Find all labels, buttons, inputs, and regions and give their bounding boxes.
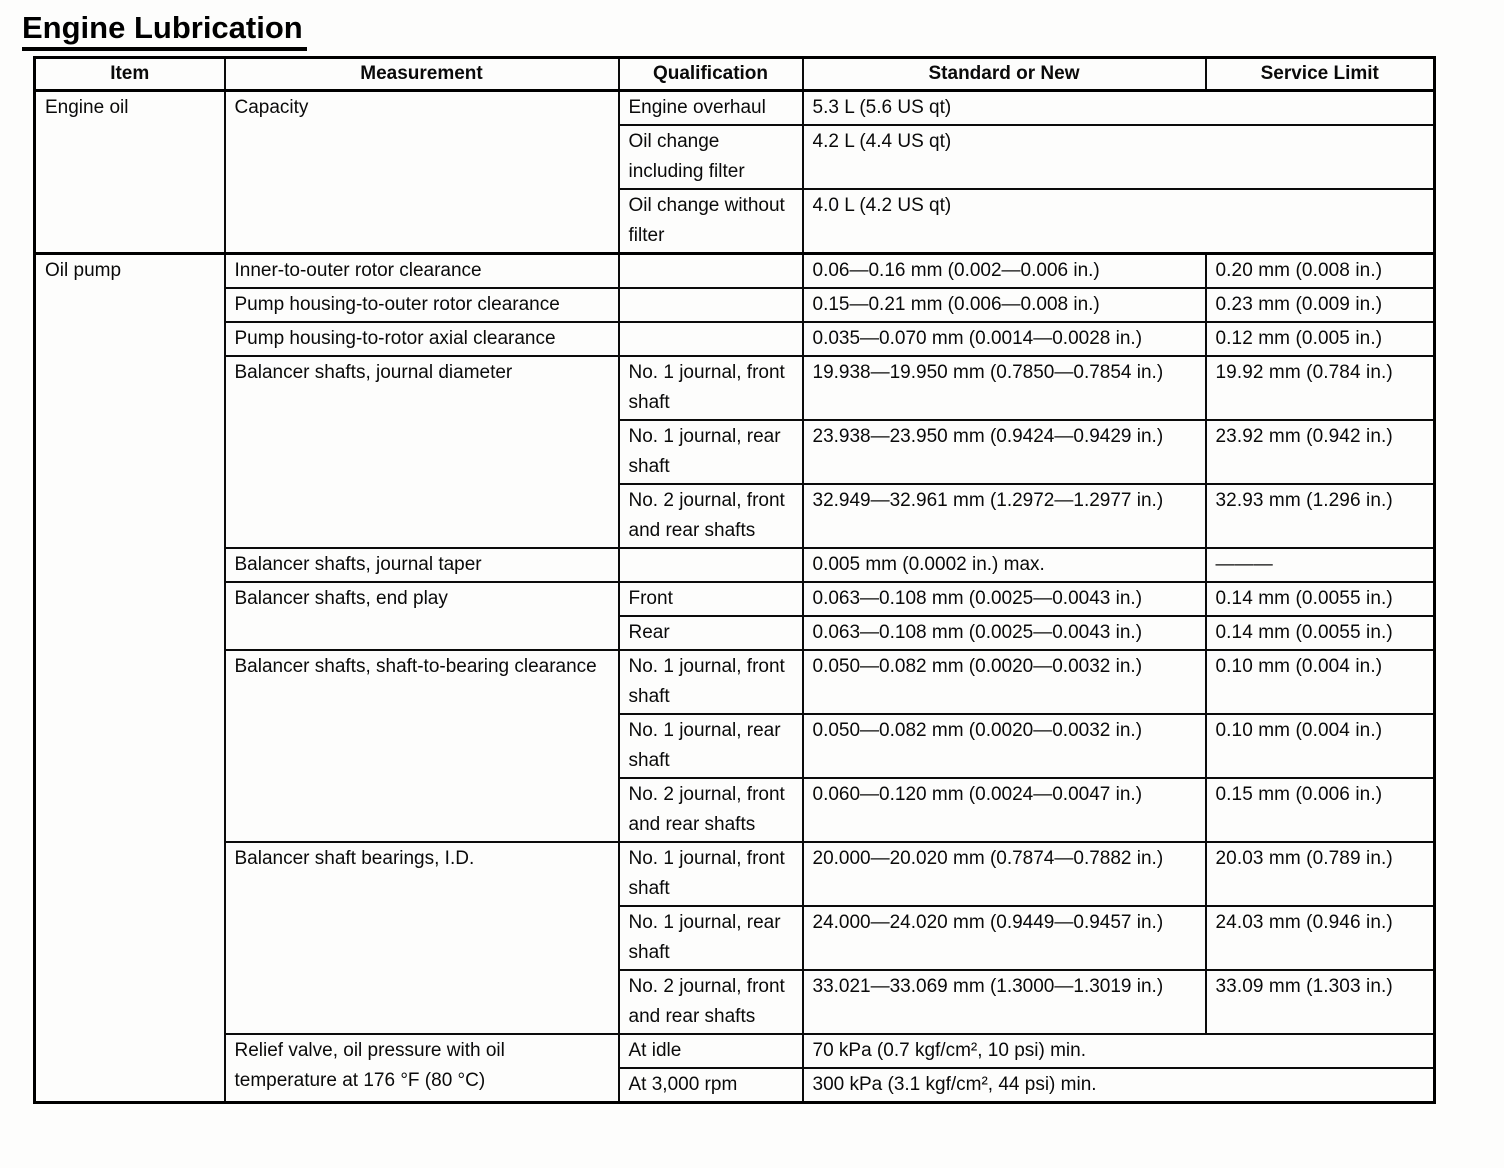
cell-standard: 0.15—0.21 mm (0.006—0.008 in.) [803, 288, 1206, 322]
cell-service-limit: 32.93 mm (1.296 in.) [1206, 484, 1435, 548]
table-row [35, 322, 1435, 356]
cell-qualification: No. 1 journal, front shaft [619, 650, 803, 714]
cell-standard: 33.021—33.069 mm (1.3000—1.3019 in.) [803, 970, 1206, 1034]
cell-standard: 4.0 L (4.2 US qt) [803, 189, 1435, 254]
table-row [35, 356, 1435, 420]
cell-standard: 4.2 L (4.4 US qt) [803, 125, 1435, 189]
cell-qualification: No. 2 journal, front and rear shafts [619, 970, 803, 1034]
cell-qualification: Engine overhaul [619, 91, 803, 126]
table-row [35, 1034, 1435, 1068]
cell-service-limit: 0.10 mm (0.004 in.) [1206, 714, 1435, 778]
cell-qualification: No. 1 journal, rear shaft [619, 420, 803, 484]
cell-standard: 0.050—0.082 mm (0.0020—0.0032 in.) [803, 714, 1206, 778]
cell-service-limit: 33.09 mm (1.303 in.) [1206, 970, 1435, 1034]
title-container [22, 10, 1504, 51]
cell-measurement: Balancer shaft bearings, I.D. [225, 842, 619, 1034]
cell-standard: 0.050—0.082 mm (0.0020—0.0032 in.) [803, 650, 1206, 714]
cell-measurement: Capacity [225, 91, 619, 254]
cell-standard: 70 kPa (0.7 kgf/cm², 10 psi) min. [803, 1034, 1435, 1068]
cell-measurement: Relief valve, oil pressure with oil temperature at 176 °F (80 °C) [225, 1034, 619, 1103]
cell-qualification [619, 254, 803, 289]
cell-measurement: Balancer shafts, journal diameter [225, 356, 619, 548]
cell-measurement: Balancer shafts, journal taper [225, 548, 619, 582]
header-measurement: Measurement [225, 58, 619, 91]
cell-qualification: Oil change including filter [619, 125, 803, 189]
cell-qualification: No. 2 journal, front and rear shafts [619, 484, 803, 548]
cell-service-limit: 19.92 mm (0.784 in.) [1206, 356, 1435, 420]
cell-measurement: Inner-to-outer rotor clearance [225, 254, 619, 289]
cell-standard: 32.949—32.961 mm (1.2972—1.2977 in.) [803, 484, 1206, 548]
cell-qualification: At idle [619, 1034, 803, 1068]
table-row [35, 288, 1435, 322]
cell-qualification: No. 1 journal, front shaft [619, 842, 803, 906]
table-row [35, 254, 1435, 289]
cell-service-limit: 0.10 mm (0.004 in.) [1206, 650, 1435, 714]
cell-standard: 0.005 mm (0.0002 in.) max. [803, 548, 1206, 582]
cell-service-limit: 0.23 mm (0.009 in.) [1206, 288, 1435, 322]
cell-service-limit: ——— [1206, 548, 1435, 582]
header-qualification: Qualification [619, 58, 803, 91]
cell-service-limit: 24.03 mm (0.946 in.) [1206, 906, 1435, 970]
cell-standard: 20.000—20.020 mm (0.7874—0.7882 in.) [803, 842, 1206, 906]
cell-service-limit: 20.03 mm (0.789 in.) [1206, 842, 1435, 906]
cell-standard: 0.063—0.108 mm (0.0025—0.0043 in.) [803, 582, 1206, 616]
cell-standard: 300 kPa (3.1 kgf/cm², 44 psi) min. [803, 1068, 1435, 1103]
cell-qualification: No. 1 journal, rear shaft [619, 906, 803, 970]
table-row [35, 548, 1435, 582]
table-row [35, 582, 1435, 616]
cell-service-limit: 0.12 mm (0.005 in.) [1206, 322, 1435, 356]
cell-standard: 0.06—0.16 mm (0.002—0.006 in.) [803, 254, 1206, 289]
cell-measurement: Balancer shafts, shaft-to-bearing clearance [225, 650, 619, 842]
cell-service-limit: 23.92 mm (0.942 in.) [1206, 420, 1435, 484]
cell-qualification: No. 1 journal, front shaft [619, 356, 803, 420]
cell-qualification: No. 2 journal, front and rear shafts [619, 778, 803, 842]
engine-lubrication-table [33, 56, 1436, 1104]
cell-standard: 0.035—0.070 mm (0.0014—0.0028 in.) [803, 322, 1206, 356]
cell-service-limit: 0.15 mm (0.006 in.) [1206, 778, 1435, 842]
cell-qualification: Rear [619, 616, 803, 650]
cell-service-limit: 0.20 mm (0.008 in.) [1206, 254, 1435, 289]
table-row [35, 650, 1435, 714]
cell-standard: 19.938—19.950 mm (0.7850—0.7854 in.) [803, 356, 1206, 420]
cell-qualification [619, 288, 803, 322]
cell-standard: 0.060—0.120 mm (0.0024—0.0047 in.) [803, 778, 1206, 842]
cell-service-limit: 0.14 mm (0.0055 in.) [1206, 582, 1435, 616]
cell-measurement: Pump housing-to-outer rotor clearance [225, 288, 619, 322]
table-row [35, 842, 1435, 906]
cell-standard: 23.938—23.950 mm (0.9424—0.9429 in.) [803, 420, 1206, 484]
cell-measurement: Balancer shafts, end play [225, 582, 619, 650]
cell-standard: 0.063—0.108 mm (0.0025—0.0043 in.) [803, 616, 1206, 650]
header-item: Item [35, 58, 225, 91]
cell-qualification: Front [619, 582, 803, 616]
cell-standard: 5.3 L (5.6 US qt) [803, 91, 1435, 126]
cell-service-limit: 0.14 mm (0.0055 in.) [1206, 616, 1435, 650]
cell-standard: 24.000—24.020 mm (0.9449—0.9457 in.) [803, 906, 1206, 970]
header-service-limit: Service Limit [1206, 58, 1435, 91]
header-standard-or-new: Standard or New [803, 58, 1206, 91]
cell-item: Engine oil [35, 91, 225, 254]
table-row [35, 91, 1435, 126]
cell-qualification: At 3,000 rpm [619, 1068, 803, 1103]
cell-qualification [619, 548, 803, 582]
cell-qualification: No. 1 journal, rear shaft [619, 714, 803, 778]
page-title: Engine Lubrication [22, 10, 307, 51]
header-row [35, 58, 1435, 91]
cell-measurement: Pump housing-to-rotor axial clearance [225, 322, 619, 356]
cell-item: Oil pump [35, 254, 225, 1103]
cell-qualification [619, 322, 803, 356]
cell-qualification: Oil change without filter [619, 189, 803, 254]
